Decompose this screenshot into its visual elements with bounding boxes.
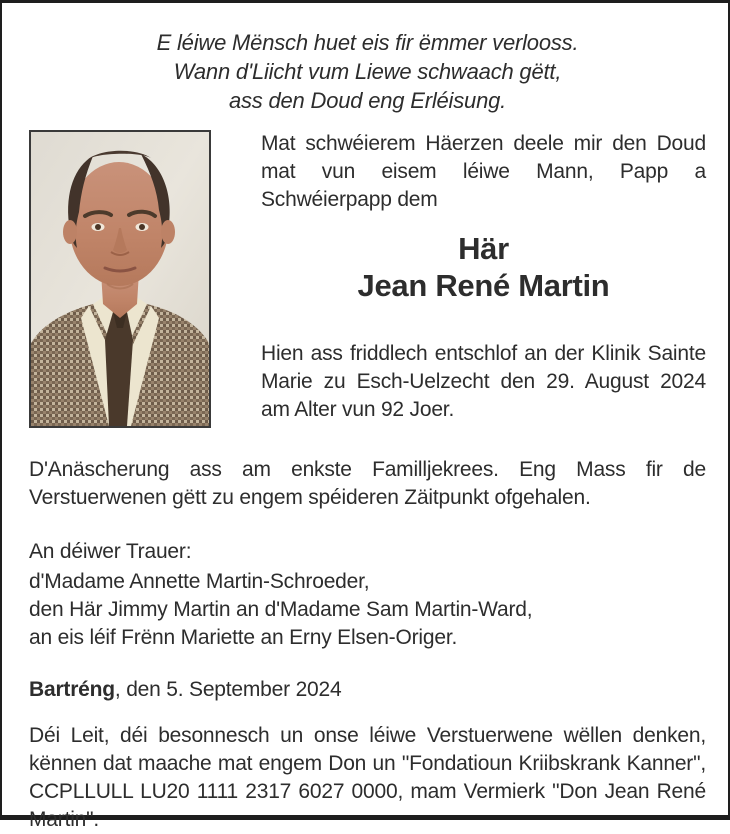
notice-body: [2, 28, 728, 834]
dateline-place: Bartréng: [29, 678, 115, 701]
mourning-label: An déiwer Trauer:: [29, 540, 192, 563]
mourner-line-3: an eis léif Frënn Mariette an Erny Elsen-Origer.: [29, 626, 458, 649]
death-announcement: Hien ass friddlech entschlof an der Klinik Sainte Marie zu Esch-Uelzecht den 29. August 2024 am Alter vun 92 Joer.: [261, 342, 706, 421]
dateline-rest: , den 5. September 2024: [114, 678, 342, 701]
dateline: [29, 676, 706, 704]
intro-paragraph: Mat schwéierem Häerzen deele mir den Doud mat vun eisem léiwe Mann, Papp a Schwéierpapp dem: [261, 132, 706, 211]
donation-paragraph: Déi Leit, déi besonnesch un onse léiwe Verstuerwene wëllen denken, kënnen dat maache mat engem Don un "Fondatioun Kriibskrank Kanner", CCPLLULL LU20 1111 2317 6027 0000, mam Vermierk "Don Jean René Martin".: [29, 724, 706, 831]
epigraph-line-2: Wann d'Liicht vum Liewe schwaach gëtt,: [173, 59, 562, 84]
photo-and-intro-row: [29, 130, 706, 428]
portrait-photo-illustration: [31, 132, 209, 426]
epigraph: [29, 28, 706, 115]
deceased-name: Jean René Martin: [357, 268, 610, 303]
deceased-salutation: Här: [458, 231, 509, 266]
mourner-line-2: den Här Jimmy Martin an d'Madame Sam Martin-Ward,: [29, 598, 533, 621]
funeral-info: D'Anäscherung ass am enkste Familljekrees. Eng Mass fir de Verstuerwenen gëtt zu engem spéideren Zäitpunkt ofgehalen.: [29, 458, 706, 509]
mourners-list: [29, 568, 706, 652]
portrait-photo: [29, 130, 211, 428]
epigraph-line-3: ass den Doud eng Erléisung.: [228, 88, 507, 113]
mourner-line-1: d'Madame Annette Martin-Schroeder,: [29, 570, 370, 593]
intro-column: [261, 130, 706, 428]
deceased-name-block: [261, 230, 706, 304]
epigraph-line-1: E léiwe Mënsch huet eis fir ëmmer verlooss.: [156, 30, 579, 55]
